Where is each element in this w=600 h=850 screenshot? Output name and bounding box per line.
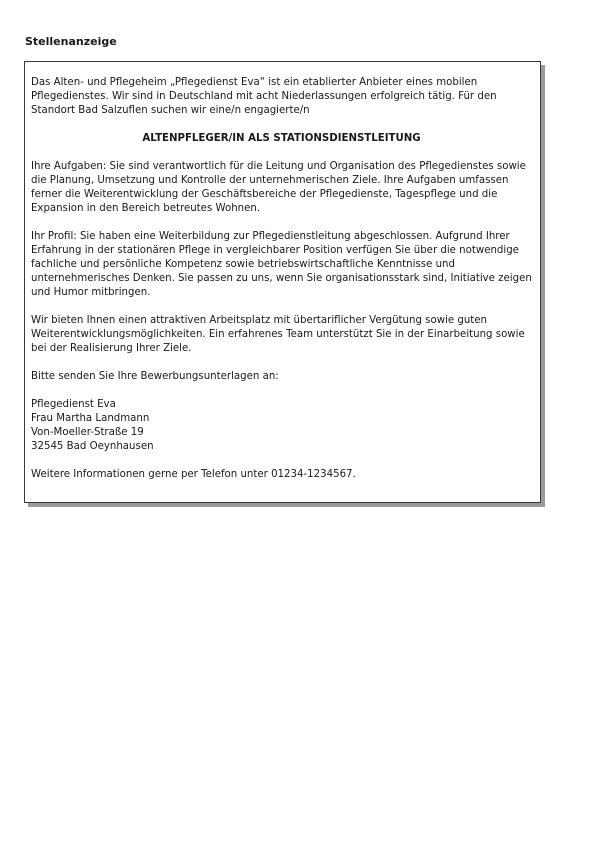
footer-contact: Weitere Informationen gerne per Telefon unter 01234-1234567. bbox=[31, 469, 356, 480]
profile-paragraph: Ihr Profil: Sie haben eine Weiterbildung zur Pflegedienstleitung abgeschlossen. Aufgrund Ihrer Erfahrung in der stationären Pflege in vergleichbarer Position verfügen Sie über die notwendige fachliche und persönliche Kompetenz sowie betriebswirtschaftliche Kenntnisse und unternehmerisches Denken. Sie passen zu uns, wenn Sie organisationsstark sind, Initiative zeigen und Humor mitbringen. bbox=[31, 231, 532, 298]
page-title: Stellenanzeige bbox=[25, 35, 117, 48]
address-company: Pflegedienst Eva bbox=[31, 399, 116, 410]
apply-prompt: Bitte senden Sie Ihre Bewerbungsunterlagen an: bbox=[31, 371, 279, 382]
tasks-paragraph: Ihre Aufgaben: Sie sind verantwortlich für die Leitung und Organisation des Pflegedienstes sowie die Planung, Umsetzung und Kontrolle der unternehmerischen Ziele. Ihre Aufgaben umfassen ferner die Weiterentwicklung der Geschäftsbereiche der Pflegedienste, Tagespflege und die Expansion in den Bereich betreutes Wohnen. bbox=[31, 161, 526, 214]
job-title: ALTENPFLEGER/IN ALS STATIONSDIENSTLEITUNG bbox=[142, 133, 421, 144]
job-ad-box bbox=[24, 61, 541, 503]
address-city: 32545 Bad Oeynhausen bbox=[31, 441, 154, 452]
intro-paragraph: Das Alten- und Pflegeheim „Pflegedienst Eva“ ist ein etablierter Anbieter eines mobilen Pflegedienstes. Wir sind in Deutschland mit acht Niederlassungen erfolgreich tätig. Für den Standort Bad Salzuflen suchen wir eine/n engagierte/n bbox=[31, 77, 497, 116]
address-street: Von-Moeller-Straße 19 bbox=[31, 427, 144, 438]
offer-paragraph: Wir bieten Ihnen einen attraktiven Arbeitsplatz mit übertariflicher Vergütung sowie guten Weiterentwicklungsmöglichkeiten. Ein erfahrenes Team unterstützt Sie in der Einarbeitung sowie bei der Realisierung Ihrer Ziele. bbox=[31, 315, 525, 354]
address-block bbox=[31, 398, 532, 454]
address-contact: Frau Martha Landmann bbox=[31, 413, 150, 424]
